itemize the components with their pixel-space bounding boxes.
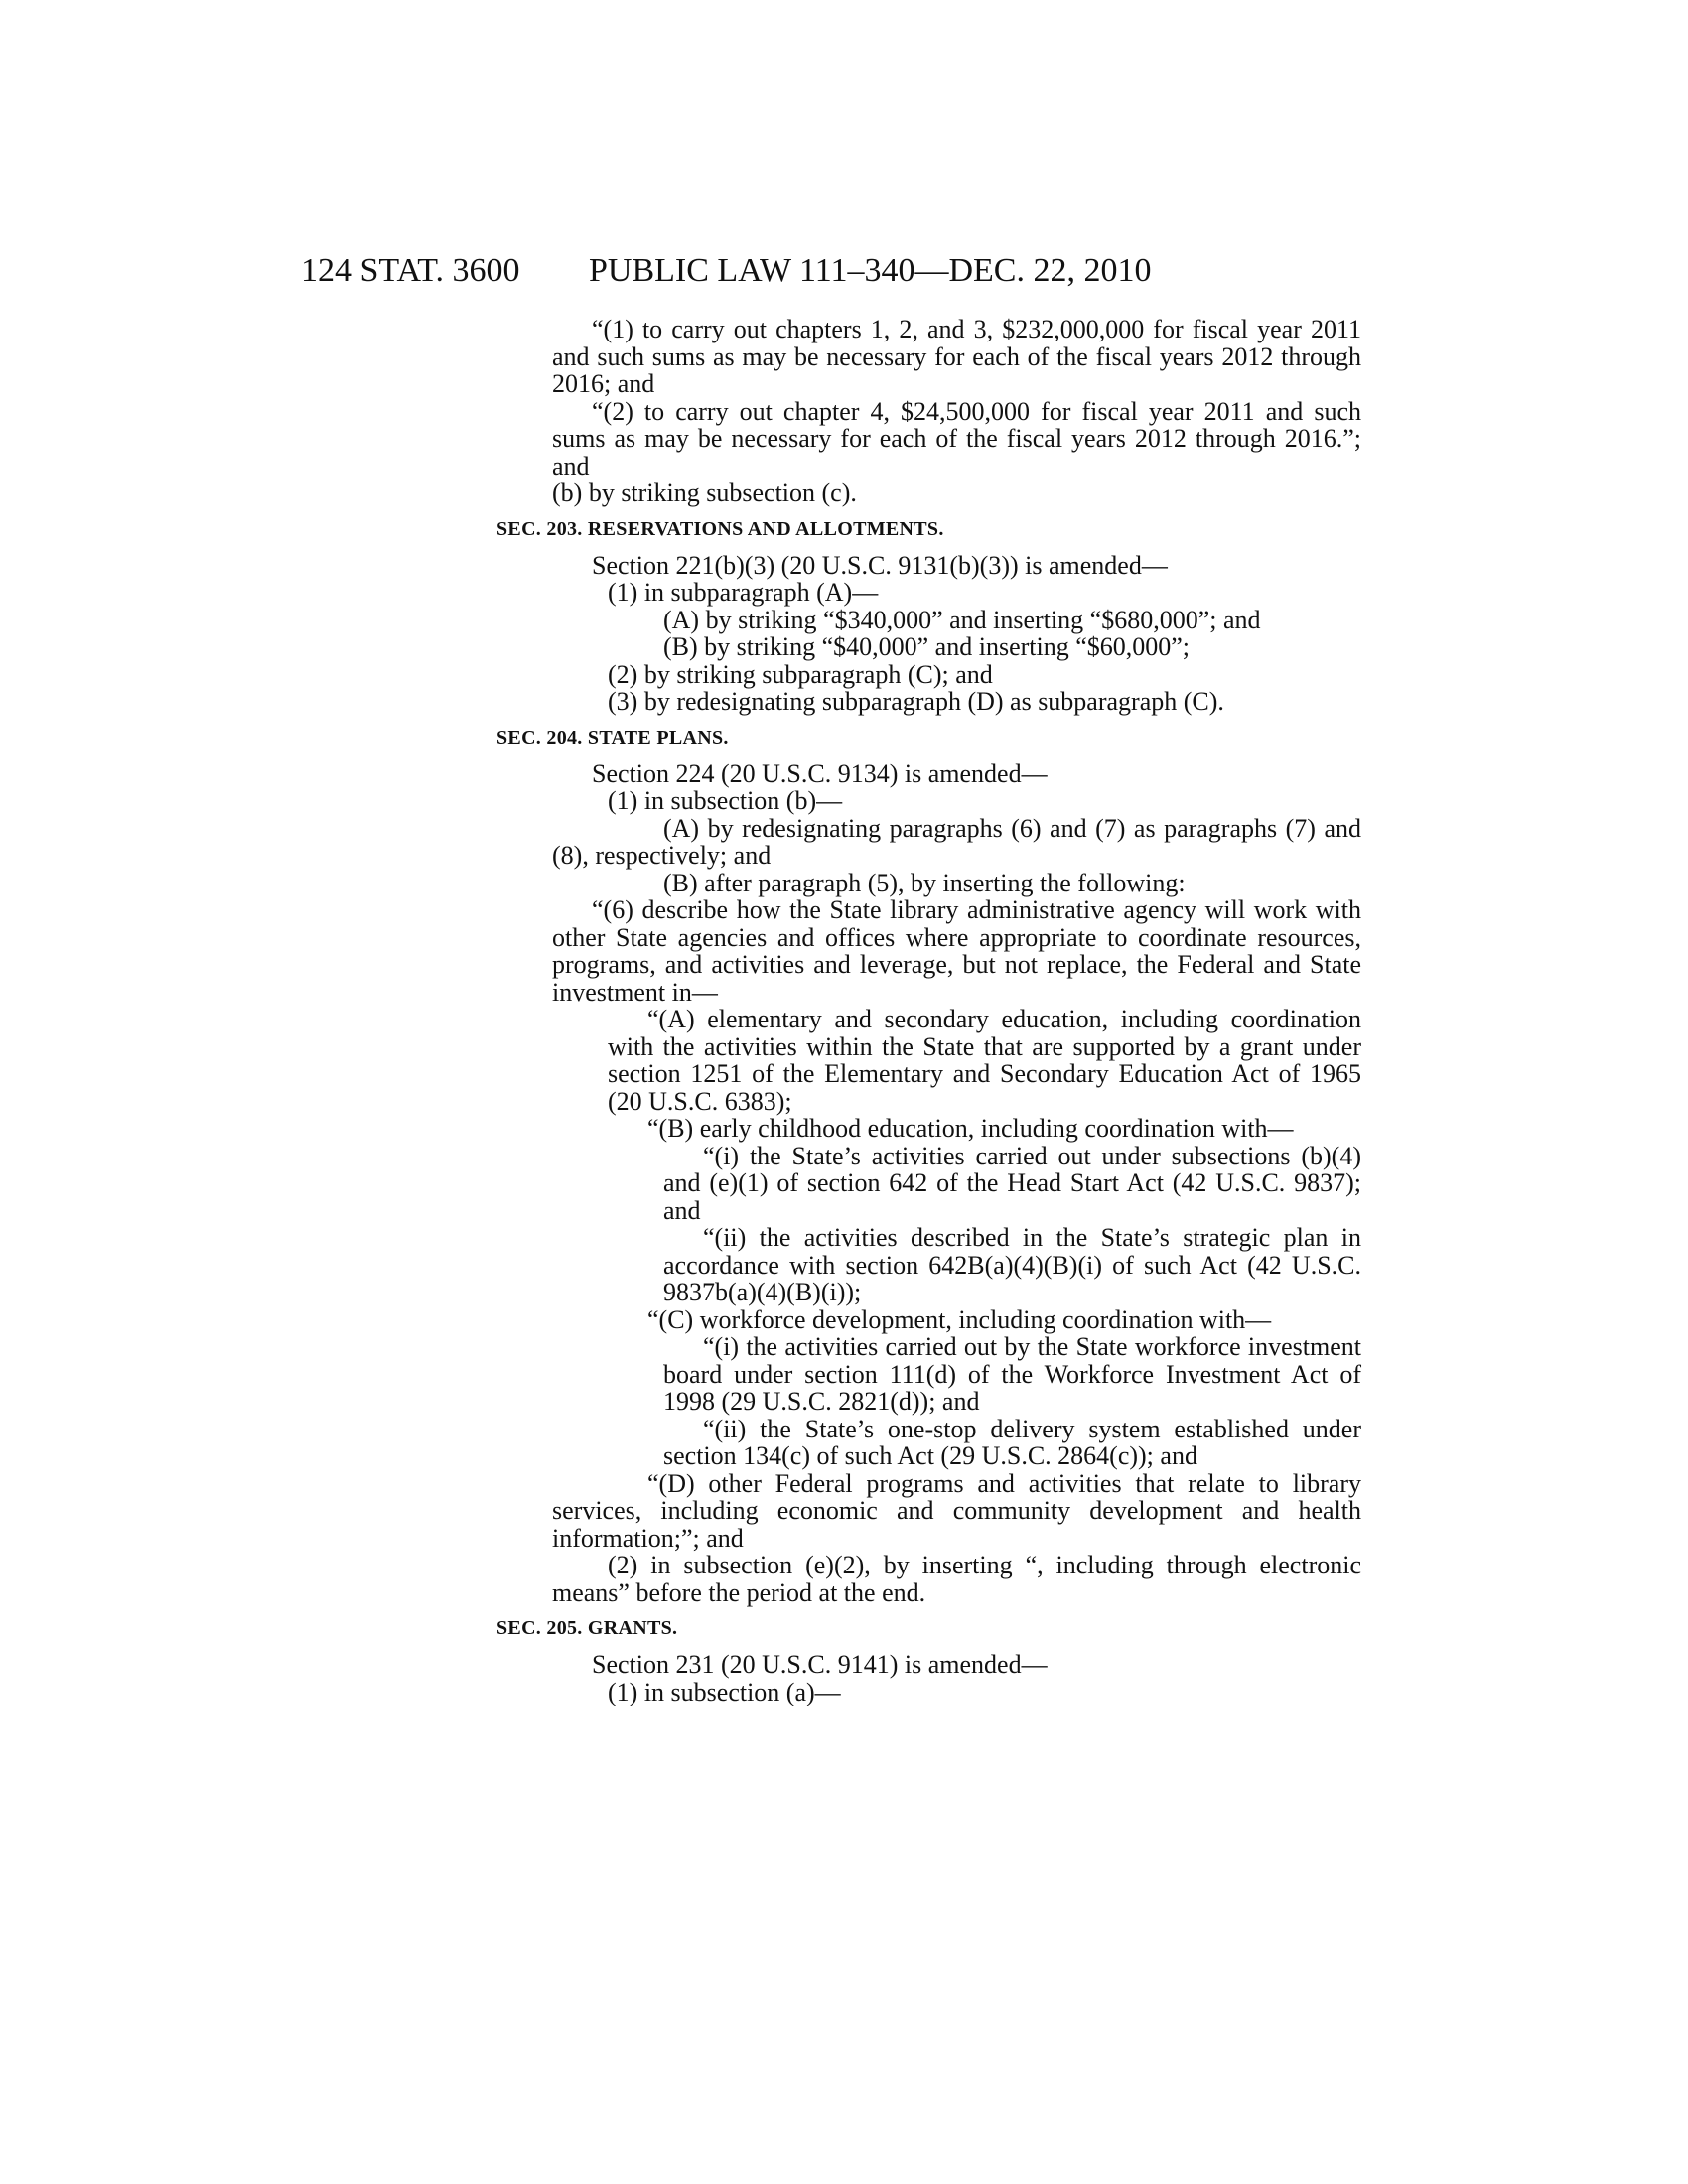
sec203-intro: Section 221(b)(3) (20 U.S.C. 9131(b)(3)) is amended— (592, 550, 1168, 580)
sec203-para-1: (1) in subparagraph (A)— (608, 578, 879, 607)
sec204-quoted-c-clauses (608, 1333, 1361, 1470)
sec203-para-1a: (A) by striking “$340,000” and inserting “$680,000”; and (663, 605, 1261, 634)
sec203-para-2: (2) by striking subparagraph (C); and (608, 659, 993, 689)
sec204-quoted-para-6: “(6) describe how the State library administrative agency will work with other State agencies and offices where appropriate to coordinate resources, programs, and activities and leverage, but not replace, the Federal and State investment in— (552, 895, 1361, 1007)
sec204-quoted-d: “(D) other Federal programs and activities that relate to library services, including economic and community development and health information;”; and (552, 1468, 1361, 1553)
sec204-quoted-b: “(B) early childhood education, including coordination with— (647, 1114, 1294, 1143)
document-body (496, 315, 1361, 1706)
sec204-quoted-c: “(C) workforce development, including coordination with— (647, 1304, 1272, 1334)
sec203-heading: SEC. 203. RESERVATIONS AND ALLOTMENTS. (496, 517, 944, 540)
sec202-para-b: (b) by striking subsection (c). (552, 478, 857, 507)
page-running-title: PUBLIC LAW 111–340—DEC. 22, 2010 (589, 252, 1152, 289)
sec204-quoted-b-clauses (608, 1143, 1361, 1306)
sec204-quoted-c-ii: “(ii) the State’s one-stop delivery system established under section 134(c) of such Act (29 U.S.C. 2864(c)); and (663, 1414, 1361, 1470)
page-stat-citation: 124 STAT. 3600 (301, 252, 520, 289)
sec205-para-1: (1) in subsection (a)— (608, 1677, 841, 1706)
sec204-quoted-b-ii: “(ii) the activities described in the State’s strategic plan in accordance with section 642B(a)(4)(B)(i) of such Act (42 U.S.C. 9837b(a)(4)(B)(i)); (663, 1223, 1361, 1306)
sec202-para-1: “(1) to carry out chapters 1, 2, and 3, $232,000,000 for fiscal year 2011 and such sums as may be necessary for each of the fiscal years 2012 through 2016; and (552, 315, 1361, 398)
sec205-intro: Section 231 (20 U.S.C. 9141) is amended— (592, 1650, 1048, 1679)
sec205-heading: SEC. 205. GRANTS. (496, 1617, 678, 1639)
sec204-para-2: (2) in subsection (e)(2), by inserting “, including through electronic means” before the period at the end. (552, 1551, 1361, 1607)
sec204-quoted-a: “(A) elementary and secondary education, including coordination with the activities within the State that are supported by a grant under section 1251 of the Elementary and Secondary Education Act of 1965 (20 U.S.C. 6383); (608, 1005, 1361, 1116)
sec202-para-2: “(2) to carry out chapter 4, $24,500,000 for fiscal year 2011 and such sums as may be necessary for each of the fiscal years 2012 through 2016.”; and (552, 396, 1361, 480)
sec204-intro: Section 224 (20 U.S.C. 9134) is amended— (592, 758, 1048, 788)
sec204-quoted-b-i: “(i) the State’s activities carried out under subsections (b)(4) and (e)(1) of section 642 of the Head Start Act (42 U.S.C. 9837); and (663, 1141, 1361, 1225)
sec203-para-3: (3) by redesignating subparagraph (D) as subparagraph (C). (608, 687, 1224, 716)
sec204-heading: SEC. 204. STATE PLANS. (496, 726, 729, 749)
sec204-para-1a: (A) by redesignating paragraphs (6) and (7) as paragraphs (7) and (8), respectively; and (552, 813, 1361, 870)
sec204-quoted-subparagraphs (552, 1006, 1361, 1470)
sec204-quoted-c-i: “(i) the activities carried out by the State workforce investment board under section 111(d) of the Workforce Investment Act of 1998 (29 U.S.C. 2821(d)); and (663, 1332, 1361, 1416)
sec203-para-1b: (B) by striking “$40,000” and inserting “$60,000”; (663, 632, 1191, 661)
sec204-para-1: (1) in subsection (b)— (608, 786, 843, 815)
sec204-para-1b: (B) after paragraph (5), by inserting the following: (663, 868, 1186, 897)
